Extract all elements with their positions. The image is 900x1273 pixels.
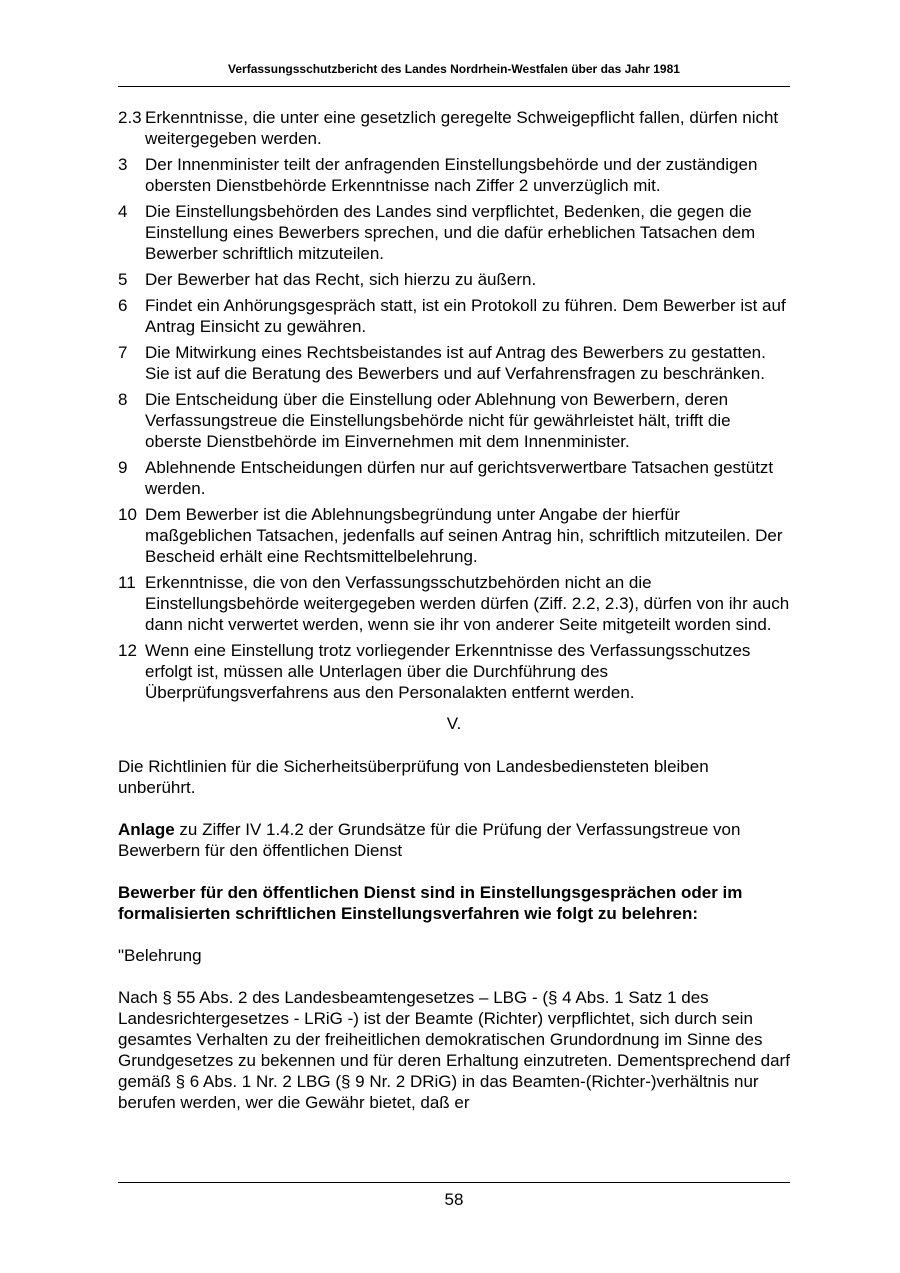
item-number: 3 bbox=[118, 155, 128, 174]
paragraph-final: Nach § 55 Abs. 2 des Landesbeamtengesetzes – LBG - (§ 4 Abs. 1 Satz 1 des Landesrichtergesetzes - LRiG -) ist der Beamte (Richter) verpflichtet, sich durch sein gesamtes Verhalten zu der freiheitlichen demokratischen Grundordnung im Sinne des Grundgesetzes zu bekennen und für deren Erhaltung einzutreten. Dementsprechend darf gemäß § 6 Abs. 1 Nr. 2 LBG (§ 9 Nr. 2 DRiG) in das Beamten-(Richter-)verhältnis nur berufen werden, wer die Gewähr bietet, daß er bbox=[118, 988, 790, 1112]
paragraph-bewerber: Bewerber für den öffentlichen Dienst sind in Einstellungsgesprächen oder im formalisierten schriftlichen Einstellungsverfahren wie folgt zu belehren: bbox=[118, 883, 743, 923]
item-text: Die Mitwirkung eines Rechtsbeistandes ist auf Antrag des Bewerbers zu gestatten. Sie ist auf die Beratung des Bewerbers und auf Verfahrensfragen zu beschränken. bbox=[145, 343, 766, 383]
item-text: Erkenntnisse, die von den Verfassungsschutzbehörden nicht an die Einstellungsbehörde weitergegeben werden dürfen (Ziff. 2.2, 2.3), dürfen von ihr auch dann nicht verwertet werden, wenn sie ihr von anderer Seite mitgeteilt worden sind. bbox=[145, 573, 790, 634]
list-item bbox=[118, 154, 790, 196]
item-number: 10 bbox=[118, 505, 137, 524]
item-number: 9 bbox=[118, 458, 128, 477]
item-number: 7 bbox=[118, 343, 128, 362]
item-text: Dem Bewerber ist die Ablehnungsbegründung unter Angabe der hierfür maßgeblichen Tatsachen, jedenfalls auf seinen Antrag hin, schriftlich mitzuteilen. Der Bescheid erhält eine Rechtsmittelbelehrung. bbox=[145, 505, 783, 566]
item-number: 12 bbox=[118, 641, 137, 660]
item-text: Wenn eine Einstellung trotz vorliegender Erkenntnisse des Verfassungsschutzes erfolgt ist, müssen alle Unterlagen über die Durchführung des Überprüfungsverfahrens aus den Personalakten entfernt werden. bbox=[145, 641, 751, 702]
document-body bbox=[118, 107, 790, 1134]
section-heading: V. bbox=[446, 714, 462, 733]
page-number: 58 bbox=[444, 1190, 464, 1209]
item-number: 8 bbox=[118, 390, 128, 409]
paragraph-anlage bbox=[118, 819, 790, 861]
item-text: Die Einstellungsbehörden des Landes sind verpflichtet, Bedenken, die gegen die Einstellung eines Bewerbers sprechen, und die dafür erheblichen Tatsachen dem Bewerber schriftlich mitzuteilen. bbox=[145, 202, 756, 263]
item-text: Erkenntnisse, die unter eine gesetzlich geregelte Schweigepflicht fallen, dürfen nicht weitergegeben werden. bbox=[145, 108, 779, 148]
list-item bbox=[118, 640, 790, 703]
paragraph-richtlinien: Die Richtlinien für die Sicherheitsüberprüfung von Landesbediensteten bleiben unberührt. bbox=[118, 757, 709, 797]
item-number: 6 bbox=[118, 296, 128, 315]
header-rule bbox=[118, 86, 790, 87]
item-text: Ablehnende Entscheidungen dürfen nur auf gerichtsverwertbare Tatsachen gestützt werden. bbox=[145, 458, 774, 498]
item-text: Die Entscheidung über die Einstellung oder Ablehnung von Bewerbern, deren Verfassungstreue die Einstellungsbehörde nicht für gewährleistet hält, trifft die oberste Dienstbehörde im Einvernehmen mit dem Innenminister. bbox=[145, 390, 731, 451]
anlage-label: Anlage bbox=[118, 820, 175, 839]
list-item bbox=[118, 201, 790, 264]
item-number: 11 bbox=[118, 573, 136, 592]
belehrung-heading: "Belehrung bbox=[118, 946, 202, 965]
list-item bbox=[118, 269, 790, 290]
list-item bbox=[118, 295, 790, 337]
footer-rule bbox=[118, 1182, 790, 1183]
page-header: Verfassungsschutzbericht des Landes Nordrhein-Westfalen über das Jahr 1981 bbox=[228, 62, 680, 76]
list-item bbox=[118, 504, 790, 567]
item-number: 4 bbox=[118, 202, 128, 221]
item-number: 2.3 bbox=[118, 108, 142, 127]
item-text: Der Bewerber hat das Recht, sich hierzu zu äußern. bbox=[145, 270, 537, 289]
item-text: Der Innenminister teilt der anfragenden Einstellungsbehörde und der zuständigen obersten Dienstbehörde Erkenntnisse nach Ziffer 2 unverzüglich mit. bbox=[145, 155, 758, 195]
anlage-text: zu Ziffer IV 1.4.2 der Grundsätze für die Prüfung der Verfassungstreue von Bewerbern für den öffentlichen Dienst bbox=[118, 820, 741, 860]
list-item bbox=[118, 342, 790, 384]
list-item bbox=[118, 572, 790, 635]
item-text: Findet ein Anhörungsgespräch statt, ist ein Protokoll zu führen. Dem Bewerber ist auf Antrag Einsicht zu gewähren. bbox=[145, 296, 786, 336]
list-item bbox=[118, 107, 790, 149]
item-number: 5 bbox=[118, 270, 128, 289]
list-item bbox=[118, 457, 790, 499]
list-item bbox=[118, 389, 790, 452]
